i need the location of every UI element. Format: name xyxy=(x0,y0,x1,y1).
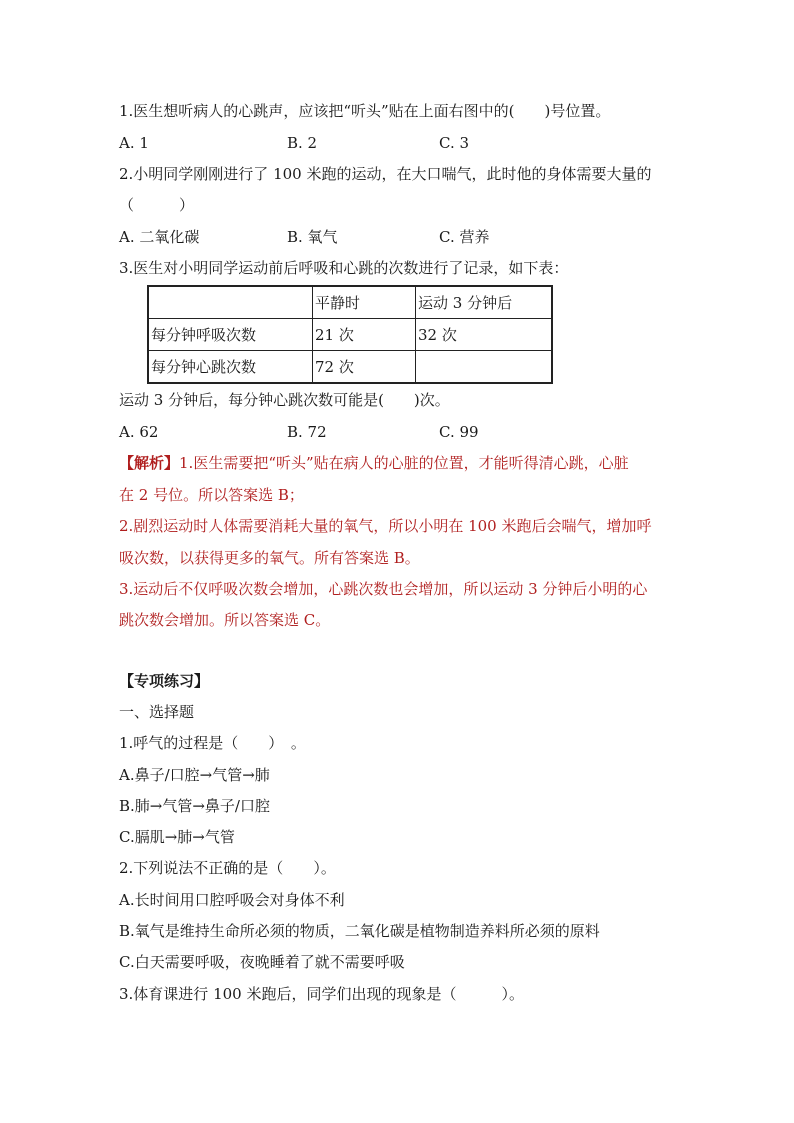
table-cell: 32 次 xyxy=(416,319,553,351)
analysis-p1-line1: 1.医生需要把“听头”贴在病人的心脏的位置，才能听得清心跳，心脏 xyxy=(179,454,629,472)
q1-option-c: C. 3 xyxy=(439,134,470,152)
q3-option-c: C. 99 xyxy=(439,423,479,441)
analysis-p2-line1: 2.剧烈运动时人体需要消耗大量的氧气，所以小明在 100 米跑后会喘气，增加呼 xyxy=(119,517,652,535)
practice-q2-option-c: C.白天需要呼吸，夜晚睡着了就不需要呼吸 xyxy=(119,953,405,971)
practice-heading: 【专项练习】 xyxy=(119,672,210,690)
practice-section-title: 一、选择题 xyxy=(119,703,195,721)
table-cell: 21 次 xyxy=(313,319,416,351)
table-header-cell: 平静时 xyxy=(313,286,416,319)
analysis-p3-line2: 跳次数会增加。所以答案选 C。 xyxy=(119,611,331,629)
record-table xyxy=(147,285,553,384)
table-header-row xyxy=(148,286,552,319)
question-1-stem: 1.医生想听病人的心跳声，应该把“听头”贴在上面右图中的( )号位置。 xyxy=(119,102,611,120)
practice-q2-option-a: A.长时间用口腔呼吸会对身体不利 xyxy=(119,891,345,909)
question-2-stem-line1: 2.小明同学刚刚进行了 100 米跑的运动，在大口喘气，此时他的身体需要大量的 xyxy=(119,165,652,183)
q2-option-a: A. 二氧化碳 xyxy=(119,228,200,246)
question-3-stem: 3.医生对小明同学运动前后呼吸和心跳的次数进行了记录，如下表： xyxy=(119,259,569,277)
q1-option-b: B. 2 xyxy=(287,134,318,152)
question-3-question: 运动 3 分钟后，每分钟心跳次数可能是( )次。 xyxy=(119,391,450,409)
q2-option-c: C. 营养 xyxy=(439,228,490,246)
table-cell: 72 次 xyxy=(313,351,416,384)
table-cell: 每分钟呼吸次数 xyxy=(148,319,313,351)
analysis-p1-line2: 在 2 号位。所以答案选 B； xyxy=(119,486,304,504)
analysis-p3-line1: 3.运动后不仅呼吸次数会增加，心跳次数也会增加，所以运动 3 分钟后小明的心 xyxy=(119,580,648,598)
analysis-tag: 【解析】 xyxy=(119,454,180,472)
practice-q2-stem: 2.下列说法不正确的是（ ）。 xyxy=(119,859,336,877)
q3-option-a: A. 62 xyxy=(119,423,159,441)
practice-q1-option-a: A.鼻子/口腔→气管→肺 xyxy=(119,766,270,784)
analysis-p2-line2: 吸次数，以获得更多的氧气。所有答案选 B。 xyxy=(119,549,420,567)
q2-option-b: B. 氧气 xyxy=(287,228,338,246)
analysis-paragraph-1 xyxy=(119,452,629,474)
table-header-cell xyxy=(148,286,313,319)
table-header-cell: 运动 3 分钟后 xyxy=(416,286,553,319)
question-2-stem-line2: （ ） xyxy=(119,196,195,214)
practice-q1-stem: 1.呼气的过程是（ ） 。 xyxy=(119,734,306,752)
table-row xyxy=(148,319,552,351)
practice-q1-option-b: B.肺→气管→鼻子/口腔 xyxy=(119,797,270,815)
q1-option-a: A. 1 xyxy=(119,134,149,152)
practice-q3-stem: 3.体育课进行 100 米跑后，同学们出现的现象是（ ）。 xyxy=(119,985,524,1003)
practice-q1-option-c: C.膈肌→肺→气管 xyxy=(119,828,235,846)
table-row xyxy=(148,351,552,384)
q3-option-b: B. 72 xyxy=(287,423,327,441)
table-cell: 每分钟心跳次数 xyxy=(148,351,313,384)
practice-q2-option-b: B.氧气是维持生命所必须的物质，二氧化碳是植物制造养料所必须的原料 xyxy=(119,922,600,940)
table-cell xyxy=(416,351,553,384)
